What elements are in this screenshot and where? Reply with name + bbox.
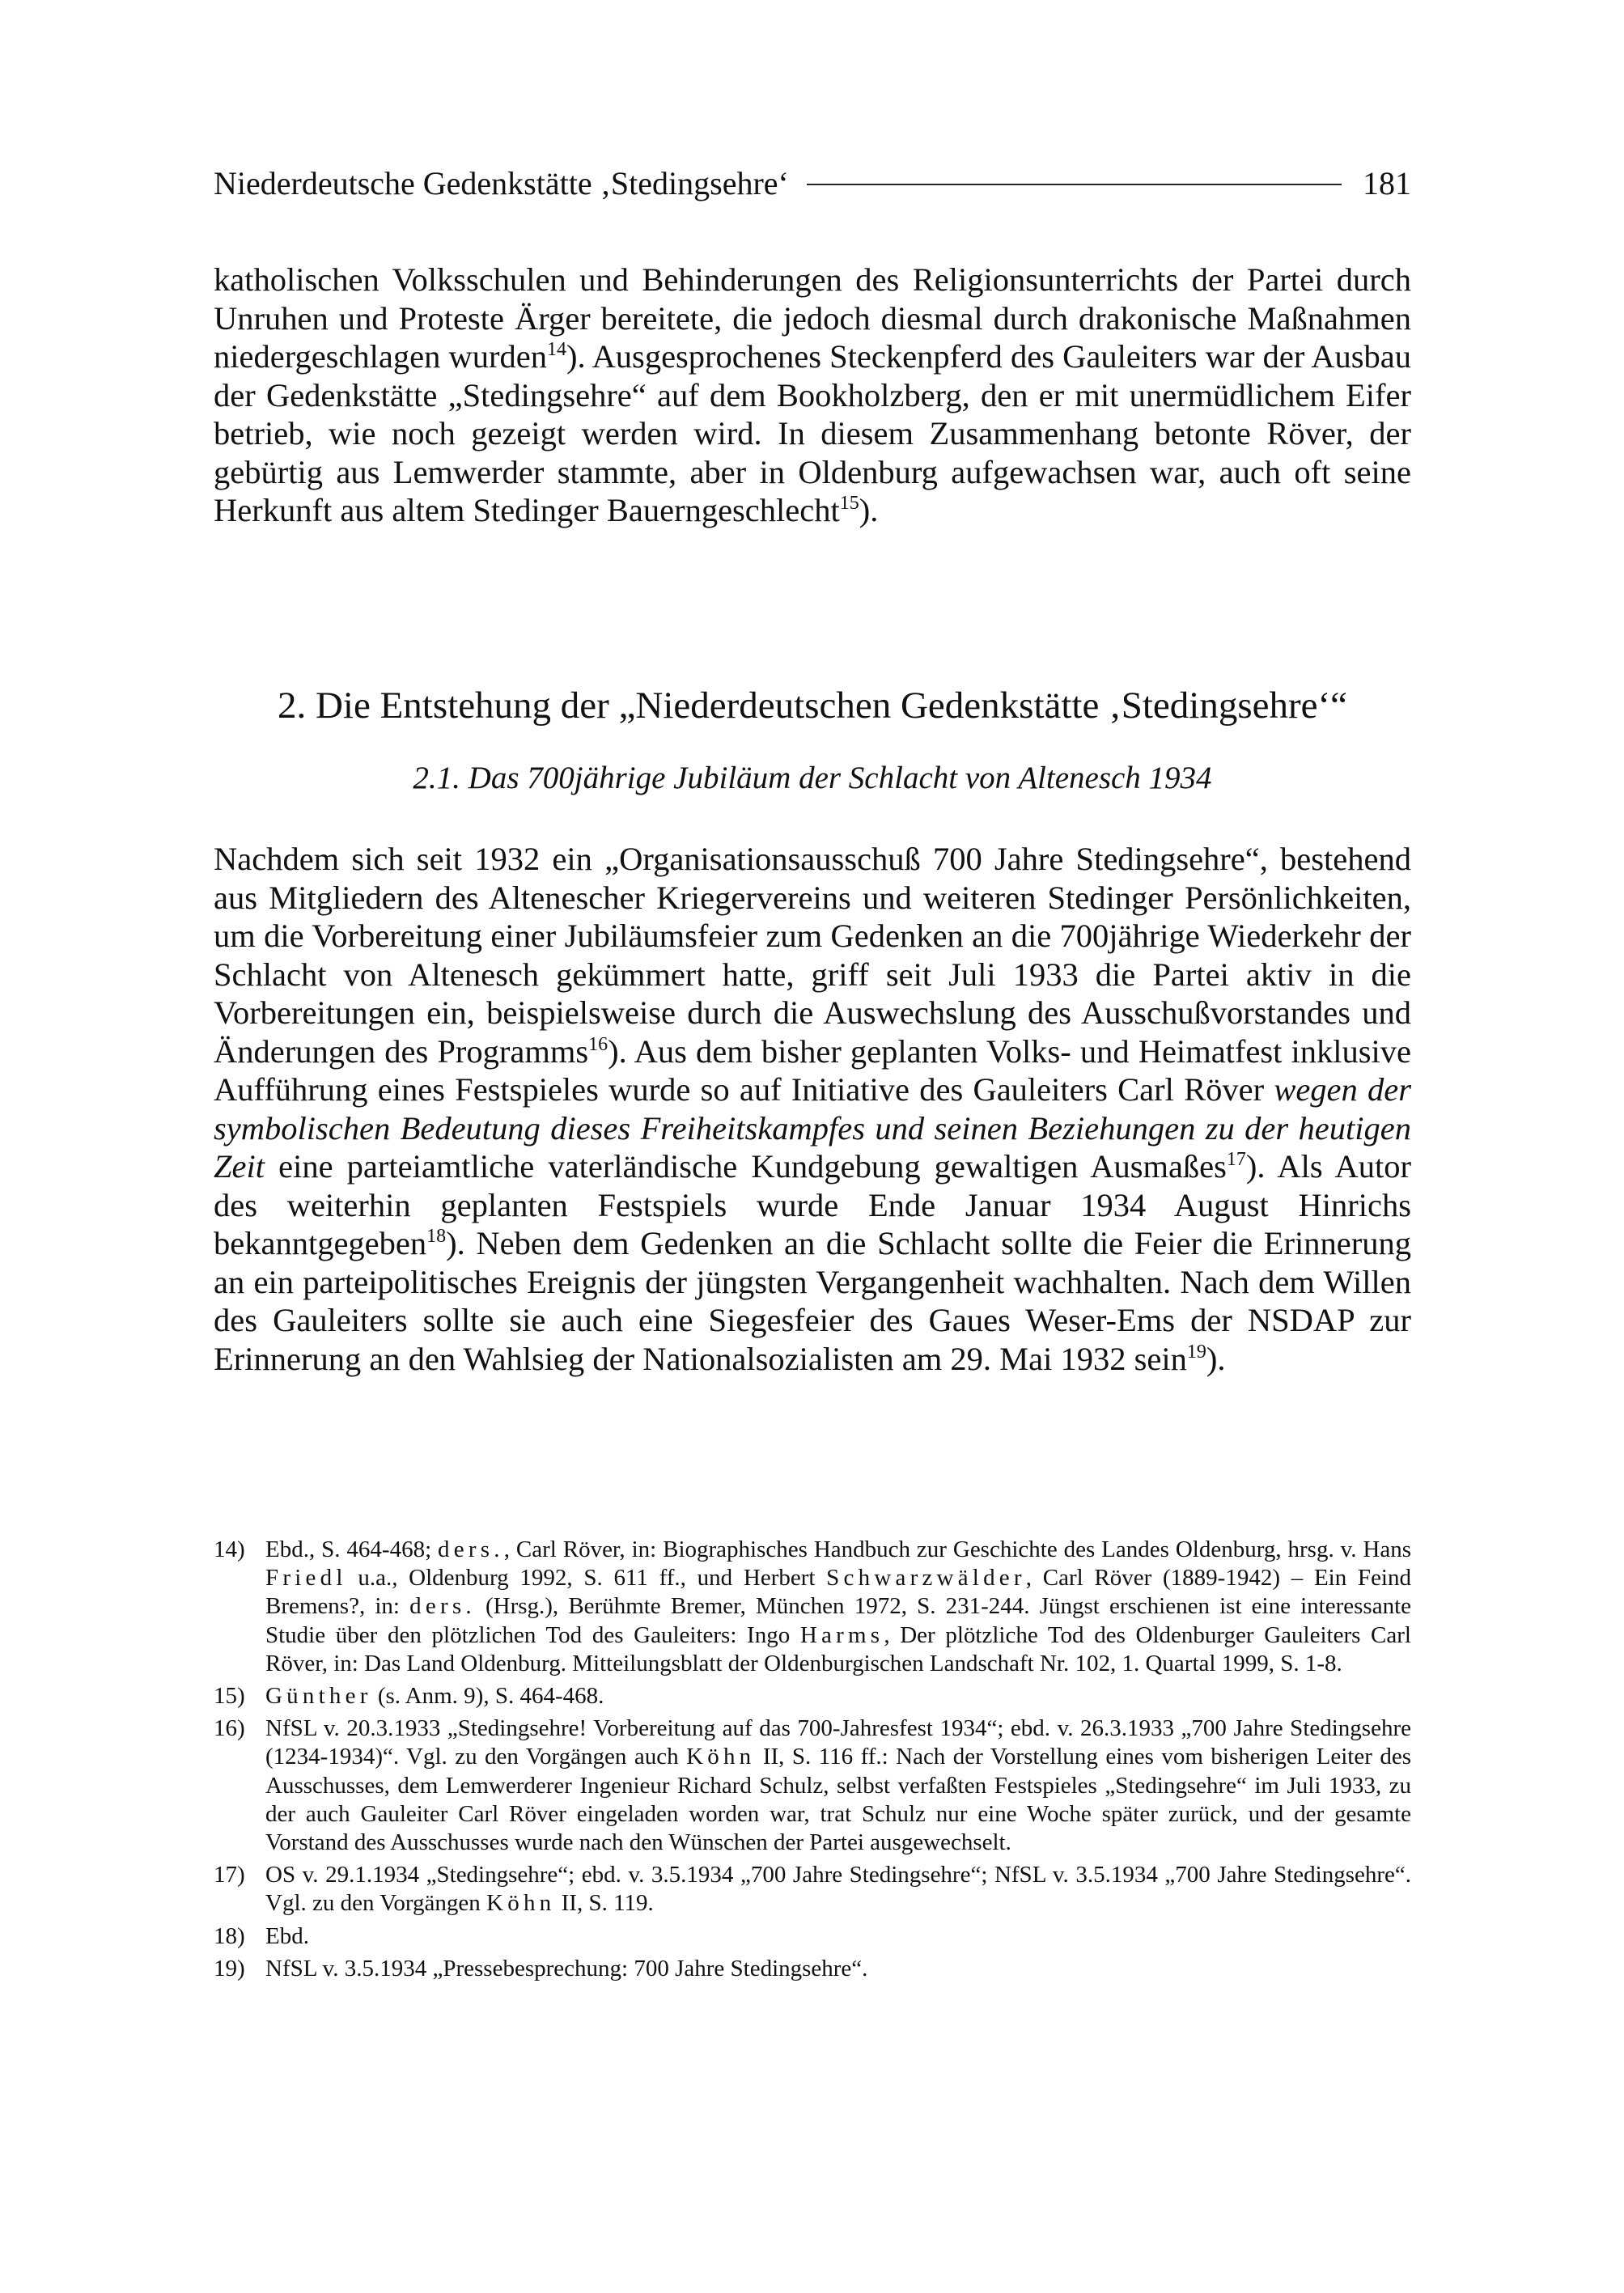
author-name: ders.	[409, 1593, 476, 1620]
paragraph-text: ). Neben dem Gedenken an die Schlacht sollte die Feier die Erinnerung an ein parteipolitisches Ereignis der jüngsten Vergangenheit wachhalten. Nach dem Willen des Gauleiters sollte sie auch eine Siegesfeier des Gaues Weser-Ems der NSDAP zur Erinnerung an den Wahlsieg der Nationalsozialisten am 29. Mai 1932 sein	[214, 1225, 1411, 1377]
footnote-segment: NfSL v. 20.3.1933 „Stedingsehre! Vorbereitung auf das 700-Jahresfest 1934“; ebd. v. 26.3.1933 „700 Jahre Stedingsehre (1234-1934)“. Vgl. zu den Vorgängen auch	[265, 1715, 1411, 1770]
footnote-text	[265, 1536, 1411, 1678]
subsection-heading: 2.1. Das 700jährige Jubiläum der Schlacht von Altenesch 1934	[413, 761, 1212, 795]
paragraph-text: ).	[1206, 1340, 1226, 1377]
footnote-text: NfSL v. 3.5.1934 „Pressebesprechung: 700 Jahre Stedingsehre“.	[265, 1955, 868, 1981]
footnote-17	[214, 1861, 1411, 1918]
footnote-number: 14)	[214, 1536, 245, 1562]
footnote-segment: , Carl Röver, in: Biographisches Handbuch zur Geschichte des Landes Oldenburg, hrsg. v. Hans	[503, 1536, 1411, 1562]
paragraph-text: ). Als Autor des weiterhin geplanten Festspiels wurde Ende Januar 1934 August Hinrichs bekanntgegeben	[214, 1148, 1411, 1261]
author-name: Köhn	[686, 1744, 756, 1770]
footnote-segment: , Der plötzliche Tod des Oldenburger Gauleiters Carl Röver, in: Das Land Oldenburg. Mitteilungsblatt der Oldenburgischen Landschaft Nr. 102, 1. Quartal 1999, S. 1-8.	[265, 1621, 1411, 1676]
footnote-segment: (Hrsg.), Berühmte Bremer, München 1972, S. 231-244. Jüngst erschienen ist eine interessante Studie über den plötzlichen Tod des Gauleiters: Ingo	[265, 1593, 1412, 1648]
footnote-ref-19[interactable]: 19	[1186, 1341, 1206, 1363]
footnote-text: Ebd.	[265, 1922, 309, 1949]
author-name: ders.	[438, 1536, 504, 1562]
author-name: Köhn	[486, 1890, 556, 1917]
footnote-16	[214, 1714, 1411, 1857]
paragraph-text: ). Aus dem bisher geplanten Volks- und Heimatfest inklusive Aufführung eines Festspieles wurde so auf Initiative des Gauleiters Carl Röver	[214, 1032, 1411, 1108]
footnote-ref-16[interactable]: 16	[588, 1033, 608, 1055]
paragraph-text: ).	[859, 492, 879, 528]
page-number: 181	[1363, 164, 1411, 201]
footnote-number: 16)	[214, 1715, 245, 1742]
footnote-text	[265, 1861, 1411, 1918]
paragraph-text: eine parteiamtliche vaterländische Kundgebung gewaltigen Ausmaßes	[265, 1148, 1227, 1185]
running-head-rule	[807, 184, 1342, 185]
footnote-segment: u.a., Oldenburg 1992, S. 611 ff., und Herbert	[346, 1565, 827, 1592]
footnote-14	[214, 1536, 1411, 1678]
section-heading: 2. Die Entstehung der „Niederdeutschen Gedenkstätte ‚Stedingsehre‘“	[277, 685, 1348, 727]
footnote-segment: II, S. 116 ff.: Nach der Vorstellung eines vom bisherigen Leiter des Ausschusses, dem Lemwerderer Ingenieur Richard Schulz, selbst verfaßten Festspieles „Stedingsehre“ im Juli 1933, zu der auch Gauleiter Carl Röver eingeladen worden war, trat Schulz nur eine Woche später zurück, und der gesamte Vorstand des Ausschusses wurde nach den Wünschen der Partei ausgewechselt.	[265, 1744, 1411, 1856]
paragraph-text: katholischen Volksschulen und Behinderungen des Religionsunterrichts der Partei durch Unruhen und Proteste Ärger bereitete, die jedoch diesmal durch drakonische Maßnahmen niedergeschlagen wurden	[214, 261, 1411, 375]
author-name: Schwarzwälder	[826, 1565, 1026, 1592]
footnote-number: 17)	[214, 1862, 245, 1888]
footnote-ref-17[interactable]: 17	[1226, 1149, 1246, 1170]
footnote-ref-14[interactable]: 14	[547, 339, 567, 360]
paragraph-continuation	[214, 261, 1411, 530]
footnote-segment: , Carl Röver (1889-1942) – Ein Feind Bremens?, in:	[265, 1565, 1411, 1620]
quotation: wegen der symbolischen Bedeutung dieses Freiheitskampfes und seinen Beziehungen zu der heutigen Zeit	[214, 1071, 1412, 1185]
running-head-title: Niederdeutsche Gedenkstätte ‚Stedingsehre‘	[214, 164, 789, 201]
footnote-segment: (s. Anm. 9), S. 464-468.	[371, 1683, 604, 1710]
footnote-ref-15[interactable]: 15	[839, 493, 859, 514]
footnote-text	[265, 1682, 1411, 1710]
footnote-segment: Ebd., S. 464-468;	[265, 1536, 439, 1562]
footnote-segment: II, S. 119.	[555, 1890, 654, 1917]
author-name: Harms	[799, 1621, 884, 1648]
footnote-18	[214, 1922, 1411, 1951]
footnote-segment: OS v. 29.1.1934 „Stedingsehre“; ebd. v. 3.5.1934 „700 Jahre Stedingsehre“; NfSL v. 3.5.1934 „700 Jahre Stedingsehre“. Vgl. zu den Vorgängen	[265, 1862, 1411, 1917]
paragraph-text: ). Ausgesprochenes Steckenpferd des Gauleiters war der Ausbau der Gedenkstätte „Stedingsehre“ auf dem Bookholzberg, den er mit unermüdlichem Eifer betrieb, wie noch gezeigt werden wird. In diesem Zusammenhang betonte Röver, der gebürtig aus Lemwerder stammte, aber in Oldenburg aufgewachsen war, auch oft seine Herkunft aus altem Stedinger Bauerngeschlecht	[214, 338, 1411, 528]
footnote-number: 19)	[214, 1955, 245, 1981]
footnote-19	[214, 1955, 1411, 1983]
footnote-15	[214, 1682, 1411, 1710]
paragraph-text: Nachdem sich seit 1932 ein „Organisationsausschuß 700 Jahre Stedingsehre“, bestehend aus Mitgliedern des Altenescher Kriegervereins und weiteren Stedinger Persönlichkeiten, um die Vorbereitung einer Jubiläumsfeier zum Gedenken an die 700jährige Wiederkehr der Schlacht von Altenesch gekümmert hatte, griff seit Juli 1933 die Partei aktiv in die Vorbereitungen ein, beispielsweise durch die Auswechslung des Ausschußvorstandes und Änderungen des Programms	[214, 841, 1411, 1070]
paragraph-body	[214, 840, 1411, 1378]
footnote-number: 15)	[214, 1683, 245, 1710]
footnote-ref-18[interactable]: 18	[426, 1226, 447, 1247]
running-head	[214, 159, 1411, 207]
footnote-number: 18)	[214, 1922, 245, 1949]
footnotes	[214, 1536, 1411, 1987]
author-name: Friedl	[265, 1565, 347, 1592]
author-name: Günther	[265, 1683, 372, 1710]
footnote-text	[265, 1714, 1411, 1857]
